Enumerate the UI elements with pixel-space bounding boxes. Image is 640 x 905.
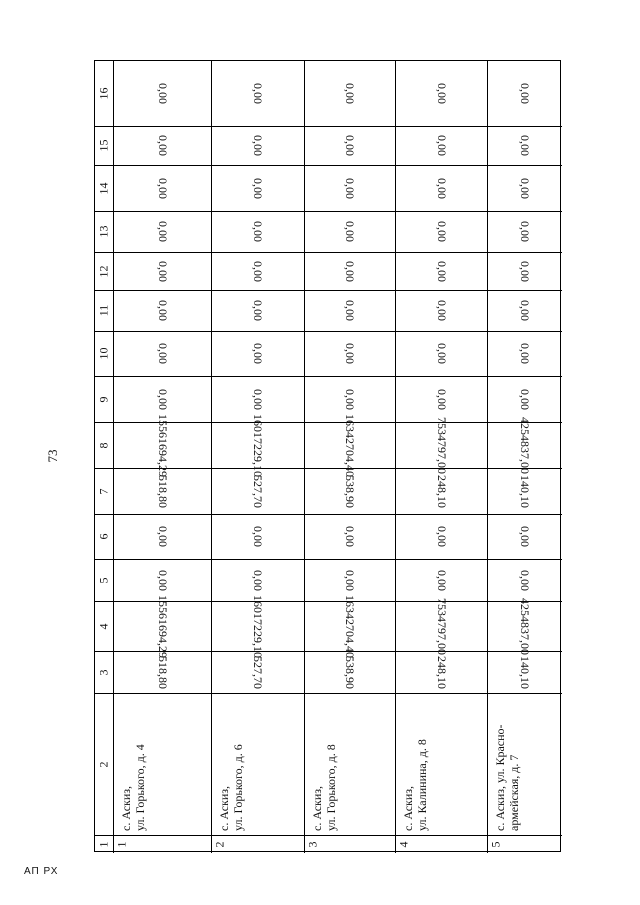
value-cell: 0,00 — [434, 135, 449, 156]
row-number: 5 — [488, 841, 503, 847]
value-cell: 0,00 — [343, 135, 357, 156]
value-cell: 140,10 — [518, 474, 532, 508]
value-cell: 0,00 — [434, 83, 449, 104]
column-header: 11 — [96, 304, 111, 317]
column-header: 4 — [96, 623, 111, 629]
value-cell: 0,00 — [155, 83, 170, 104]
value-cell: 248,10 — [434, 655, 449, 689]
row-address: с. Аскиз, ул. Горького, д. 8 — [310, 744, 338, 831]
value-cell: 0,00 — [518, 526, 532, 547]
data-table — [94, 60, 561, 852]
value-cell: 16017229,10 — [251, 413, 265, 477]
value-cell: 16342704,40 — [343, 594, 357, 658]
value-cell: 0,00 — [434, 221, 449, 242]
value-cell: 0,00 — [155, 526, 170, 547]
value-cell: 0,00 — [434, 177, 449, 199]
value-cell: 527,70 — [251, 474, 265, 508]
value-cell: 7534797,00 — [434, 597, 449, 655]
column-header: 12 — [96, 265, 111, 277]
value-cell: 538,90 — [343, 474, 357, 508]
value-cell: 15561694,29 — [155, 413, 170, 477]
column-header: 14 — [96, 182, 111, 194]
value-cell: 0,00 — [434, 260, 449, 282]
value-cell: 248,10 — [434, 474, 449, 508]
row-number: 2 — [212, 841, 227, 847]
column-header: 1 — [96, 841, 111, 847]
value-cell: 0,00 — [251, 388, 265, 410]
grid-line — [95, 693, 562, 694]
value-cell: 0,00 — [343, 569, 357, 591]
value-cell: 0,00 — [155, 343, 170, 364]
row-address: с. Аскиз, ул. Горького, д. 6 — [217, 744, 245, 831]
row-number: 3 — [305, 841, 320, 847]
value-cell: 4254837,00 — [518, 597, 532, 655]
column-header: 6 — [96, 533, 111, 540]
value-cell: 16342704,40 — [343, 413, 357, 477]
row-address: с. Аскиз, ул. Калинина, д. 8 — [401, 739, 429, 831]
value-cell: 0,00 — [343, 343, 357, 364]
column-header: 2 — [96, 761, 111, 767]
value-cell: 0,00 — [434, 526, 449, 547]
value-cell: 0,00 — [155, 569, 170, 591]
value-cell: 0,00 — [343, 300, 357, 321]
value-cell: 0,00 — [434, 388, 449, 410]
value-cell: 0,00 — [251, 135, 265, 156]
row-address: с. Аскиз, ул. Горького, д. 4 — [119, 744, 147, 831]
value-cell: 16017229,10 — [251, 594, 265, 658]
value-cell: 0,00 — [518, 343, 532, 364]
column-header: 13 — [96, 225, 111, 238]
column-header: 10 — [96, 347, 111, 360]
column-header: 3 — [96, 669, 111, 675]
column-header: 15 — [96, 139, 111, 152]
value-cell: 527,70 — [251, 655, 265, 689]
value-cell: 7534797,00 — [434, 416, 449, 474]
value-cell: 0,00 — [155, 388, 170, 410]
value-cell: 15561694,29 — [155, 594, 170, 658]
value-cell: 0,00 — [518, 300, 532, 321]
value-cell: 0,00 — [518, 260, 532, 282]
value-cell: 0,00 — [343, 388, 357, 410]
value-cell: 0,00 — [434, 569, 449, 591]
value-cell: 518,80 — [155, 655, 170, 689]
value-cell: 0,00 — [155, 260, 170, 282]
value-cell: 0,00 — [251, 83, 265, 104]
value-cell: 0,00 — [518, 177, 532, 199]
value-cell: 0,00 — [155, 135, 170, 156]
value-cell: 0,00 — [155, 221, 170, 242]
value-cell: 0,00 — [343, 83, 357, 104]
column-header: 9 — [96, 396, 111, 402]
value-cell: 0,00 — [343, 260, 357, 282]
value-cell: 0,00 — [251, 343, 265, 364]
row-address: с. Аскиз, ул. Красно- армейская, д. 7 — [493, 724, 521, 831]
value-cell: 0,00 — [434, 343, 449, 364]
value-cell: 0,00 — [518, 388, 532, 410]
value-cell: 0,00 — [251, 260, 265, 282]
value-cell: 0,00 — [251, 177, 265, 199]
value-cell: 0,00 — [518, 221, 532, 242]
value-cell: 0,00 — [518, 83, 532, 104]
row-number: 4 — [396, 841, 411, 847]
value-cell: 0,00 — [251, 526, 265, 547]
value-cell: 0,00 — [434, 300, 449, 321]
value-cell: 0,00 — [251, 569, 265, 591]
value-cell: 0,00 — [518, 135, 532, 156]
value-cell: 0,00 — [251, 300, 265, 321]
page-number: 73 — [45, 449, 60, 463]
value-cell: 0,00 — [518, 569, 532, 591]
value-cell: 0,00 — [155, 300, 170, 321]
value-cell: 0,00 — [343, 177, 357, 199]
column-header: 16 — [96, 87, 111, 100]
column-header: 5 — [96, 577, 111, 583]
value-cell: 518,80 — [155, 474, 170, 508]
value-cell: 0,00 — [155, 177, 170, 199]
value-cell: 538,90 — [343, 655, 357, 689]
column-header: 7 — [96, 488, 111, 494]
value-cell: 0,00 — [343, 526, 357, 547]
value-cell: 4254837,00 — [518, 416, 532, 474]
column-header: 8 — [96, 442, 111, 448]
value-cell: 0,00 — [251, 221, 265, 242]
archive-stamp: АП РХ — [24, 866, 59, 877]
value-cell: 140,10 — [518, 655, 532, 689]
value-cell: 0,00 — [343, 221, 357, 242]
row-number: 1 — [114, 841, 129, 847]
